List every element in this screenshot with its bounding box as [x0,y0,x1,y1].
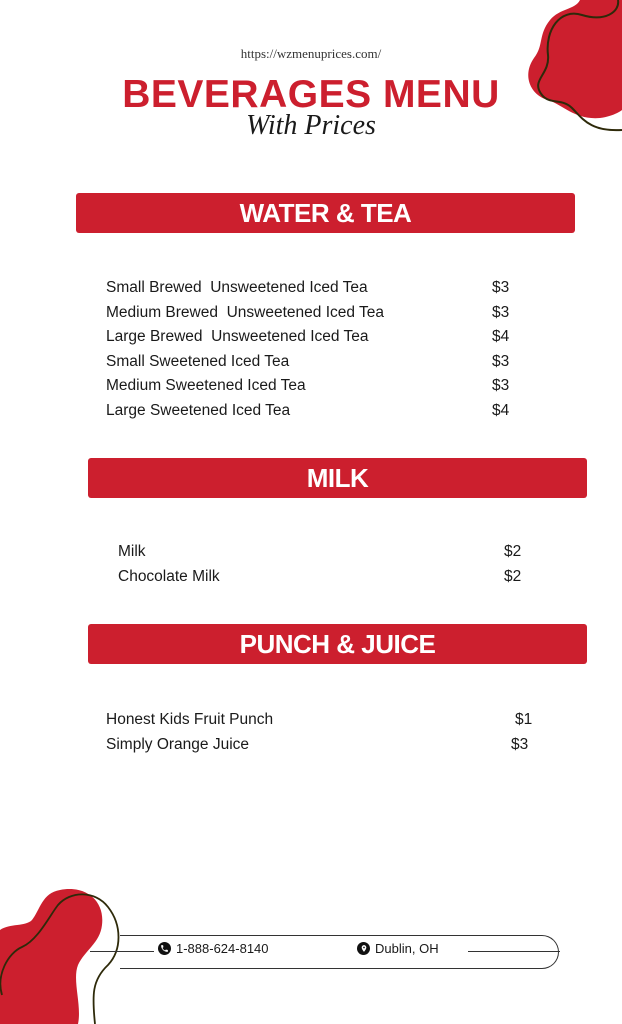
location-pin-icon [357,942,370,955]
section-title: MILK [306,463,369,493]
item-name: Small Brewed Unsweetened Iced Tea [106,279,368,296]
section-title: WATER & TEA [239,198,412,228]
item-price: $3 [492,377,510,394]
footer-divider-left [90,951,154,952]
menu-item [106,399,526,424]
item-price: $2 [504,543,522,560]
menu-item [118,540,538,565]
milk-list [118,540,538,589]
menu-item [106,733,546,758]
water-tea-list [106,276,526,423]
footer-divider-right [468,951,560,952]
item-price: $3 [511,735,529,753]
item-name: Honest Kids Fruit Punch [106,711,274,728]
menu-item [106,276,526,301]
item-price: $4 [492,328,510,345]
menu-item [106,301,526,326]
website-url: https://wzmenuprices.com/ [240,46,382,61]
phone-icon [158,942,171,955]
menu-item [106,374,526,399]
footer-location [357,941,439,956]
menu-item [106,325,526,350]
section-banner-milk [88,458,587,498]
item-name: Large Brewed Unsweetened Iced Tea [106,328,369,345]
item-name: Medium Sweetened Iced Tea [106,377,306,394]
item-name: Chocolate Milk [118,567,220,585]
phone-number: 1-888-624-8140 [176,941,269,956]
footer-phone [158,941,269,956]
item-name: Small Sweetened Iced Tea [106,352,290,370]
item-price: $1 [515,711,533,728]
item-name: Simply Orange Juice [106,735,250,753]
menu-item [106,708,546,733]
location-text: Dublin, OH [375,941,439,956]
item-price: $3 [492,352,510,370]
item-name: Large Sweetened Iced Tea [106,401,291,419]
menu-title: BEVERAGES MENU [122,73,500,116]
menu-subtitle: With Prices [246,110,376,141]
menu-item [106,350,526,375]
punch-juice-list [106,708,546,757]
section-banner-punch-juice [88,624,587,664]
item-price: $3 [492,303,510,321]
item-price: $3 [492,279,510,296]
section-banner-water-tea [76,193,575,233]
item-name: Milk [118,543,146,560]
section-title: PUNCH & JUICE [239,629,436,659]
decorative-blob-bottom-left [0,885,125,1024]
item-price: $4 [492,401,510,419]
item-price: $2 [504,567,522,585]
menu-item [118,565,538,590]
item-name: Medium Brewed Unsweetened Iced Tea [106,303,385,321]
